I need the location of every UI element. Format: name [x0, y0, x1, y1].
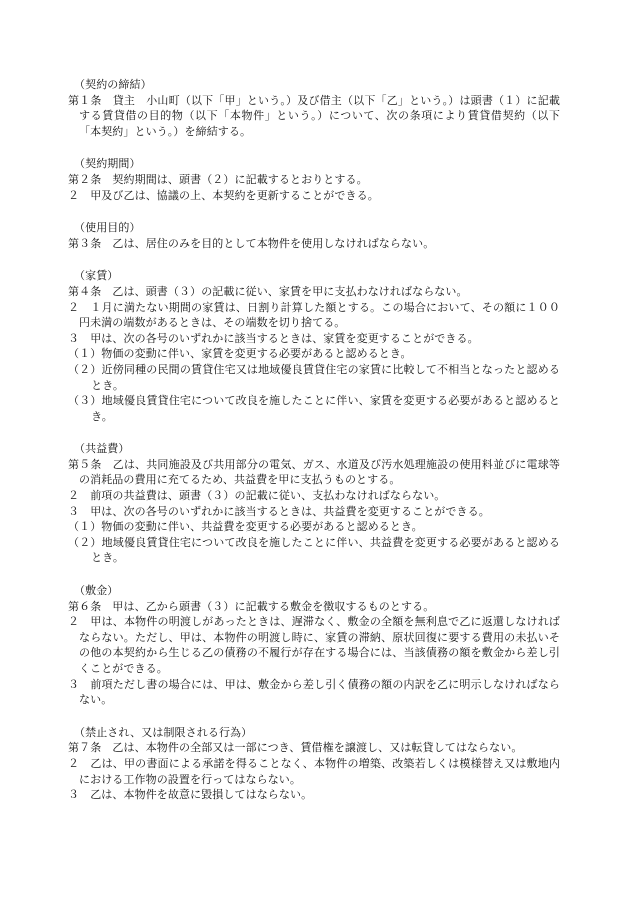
article-5: 第５条 乙は、共同施設及び共用部分の電気、ガス、水道及び汚水処理施設の使用料並びに電球等の消耗品の費用に充てるため、共益費を甲に支払うものとする。	[68, 457, 560, 487]
article-6-paragraph-3: ３ 前項ただし書の場合には、甲は、敷金から差し引く債務の額の内訳を乙に明示しなければならない。	[68, 677, 560, 707]
article-4-paragraph-2: ２ １月に満たない期間の家賃は、日割り計算した額とする。この場合において、その額に１００円未満の端数があるときは、その端数を切り捨てる。	[68, 300, 560, 330]
section-common-service-fee	[68, 441, 560, 566]
section-prohibited-acts	[68, 725, 560, 803]
article-6-paragraph-2: ２ 甲は、本物件の明渡しがあったときは、遅滞なく、敷金の全額を無利息で乙に返還しなければならない。ただし、甲は、本物件の明渡し時に、家賃の滞納、原状回復に要する費用の未払いその他の本契約から生じる乙の債務の不履行が存在する場合には、当該債務の額を敷金から差し引くことができる。	[68, 615, 560, 675]
section-contract-period	[68, 156, 560, 203]
section-heading: （共益費）	[74, 442, 130, 456]
article-4: 第４条 乙は、頭書（３）の記載に従い、家賃を甲に支払わなければならない。	[68, 284, 468, 298]
section-purpose-of-use	[68, 220, 560, 251]
article-4-item-1: （１）物価の変動に伴い、家賃を変更する必要があると認めるとき。	[68, 347, 412, 361]
article-5-paragraph-3: ３ 甲は、次の各号のいずれかに該当するときは、共益費を変更することができる。	[68, 504, 490, 518]
article-4-item-2: （２）近傍同種の民間の賃貸住宅又は地域優良賃貸住宅の家賃に比較して不相当となったと認めるとき。	[68, 362, 560, 392]
article-7: 第７条 乙は、本物件の全部又は一部につき、賃借権を譲渡し、又は転貸してはならない。	[68, 741, 523, 755]
section-heading: （使用目的）	[74, 221, 141, 235]
section-heading: （禁止され、又は制限される行為）	[74, 725, 253, 739]
article-6: 第６条 甲は、乙から頭書（３）に記載する敷金を徴収するものとする。	[68, 599, 435, 613]
article-2-paragraph-2: ２ 甲及び乙は、協議の上、本契約を更新することができる。	[68, 188, 379, 202]
article-7-paragraph-2: ２ 乙は、甲の書面による承諾を得ることなく、本物件の増築、改築若しくは模様替え又は敷地内における工作物の設置を行ってはならない。	[68, 756, 560, 786]
article-5-item-2: （２）地域優良賃貸住宅について改良を施したことに伴い、共益費を変更する必要があると認めるとき。	[68, 535, 560, 565]
section-contract-conclusion	[68, 77, 560, 139]
article-5-item-1: （１）物価の変動に伴い、共益費を変更する必要があると認めるとき。	[68, 520, 423, 534]
contract-document	[68, 77, 560, 803]
article-2: 第２条 契約期間は、頭書（２）に記載するとおりとする。	[68, 172, 368, 186]
section-heading: （契約の締結）	[74, 78, 152, 91]
article-4-paragraph-3: ３ 甲は、次の各号のいずれかに該当するときは、家賃を変更することができる。	[68, 331, 479, 345]
article-5-paragraph-2: ２ 前項の共益費は、頭書（３）の記載に従い、支払わなければならない。	[68, 489, 446, 503]
section-rent	[68, 268, 560, 424]
section-security-deposit	[68, 583, 560, 708]
article-7-paragraph-3: ３ 乙は、本物件を故意に毀損してはならない。	[68, 788, 313, 802]
section-heading: （敷金）	[74, 584, 119, 598]
section-heading: （契約期間）	[74, 157, 141, 171]
article-3: 第３条 乙は、居住のみを目的として本物件を使用しなければならない。	[68, 236, 435, 250]
article-4-item-3: （３）地域優良賃貸住宅について改良を施したことに伴い、家賃を変更する必要があると認めるとき。	[68, 394, 560, 423]
section-heading: （家賃）	[74, 269, 119, 283]
article-1: 第１条 貸主 小山町（以下「甲」という。）及び借主（以下「乙」という。）は頭書（１）に記載する賃貸借の目的物（以下「本物件」という。）について、次の条項により賃貸借契約（以下「本契約」という。）を締結する。	[68, 93, 560, 138]
